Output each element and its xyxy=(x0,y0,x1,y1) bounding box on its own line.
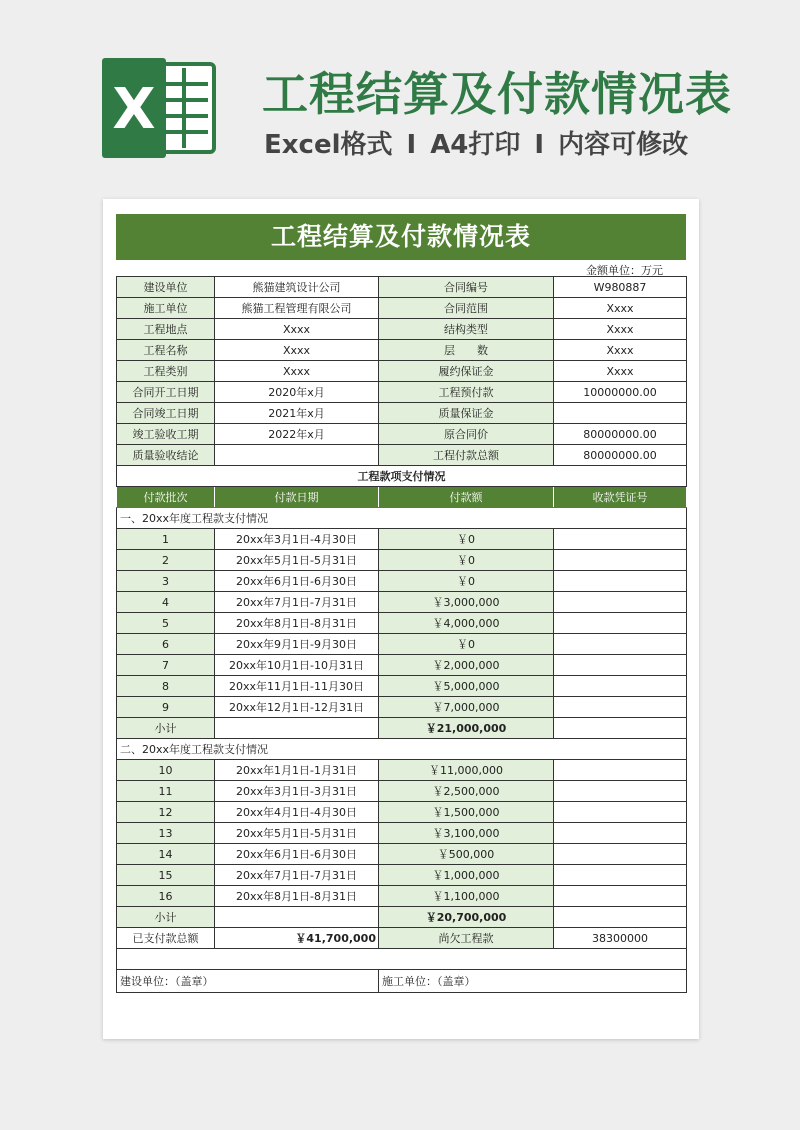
payment-amount: ￥5,000,000 xyxy=(379,676,554,697)
info-row xyxy=(117,319,687,340)
info-value: 2020年x月 xyxy=(215,382,379,403)
payment-date: 20xx年7月1日-7月31日 xyxy=(215,592,379,613)
info-section xyxy=(117,277,687,466)
info-label: 质量验收结论 xyxy=(117,445,215,466)
info-value: 80000000.00 xyxy=(554,424,687,445)
subtotal-value: ￥21,000,000 xyxy=(379,718,554,739)
info-value: 2021年x月 xyxy=(215,403,379,424)
group-title: 二、20xx年度工程款支付情况 xyxy=(117,739,687,760)
subtotal-label: 小计 xyxy=(117,718,215,739)
info-label: 工程地点 xyxy=(117,319,215,340)
info-value: Xxxx xyxy=(215,340,379,361)
payment-date: 20xx年6月1日-6月30日 xyxy=(215,844,379,865)
voucher-number xyxy=(554,550,687,571)
info-label: 施工单位 xyxy=(117,298,215,319)
payment-section-title: 工程款项支付情况 xyxy=(117,466,687,487)
info-label: 合同开工日期 xyxy=(117,382,215,403)
subtotal-voucher xyxy=(554,718,687,739)
subtitle-print: A4打印 xyxy=(430,130,521,160)
owed-value: 38300000 xyxy=(554,928,687,949)
subtitle-editable: 内容可修改 xyxy=(558,130,689,160)
batch-number: 3 xyxy=(117,571,215,592)
column-header-row xyxy=(117,487,687,508)
info-value: Xxxx xyxy=(554,361,687,382)
payment-rows xyxy=(117,508,687,928)
subtitle-separator: I xyxy=(534,130,545,160)
payment-amount: ￥500,000 xyxy=(379,844,554,865)
batch-number: 2 xyxy=(117,550,215,571)
info-label: 工程预付款 xyxy=(379,382,554,403)
spreadsheet-page xyxy=(103,199,699,1039)
payment-row xyxy=(117,634,687,655)
info-value: Xxxx xyxy=(554,298,687,319)
info-row xyxy=(117,403,687,424)
info-label: 建设单位 xyxy=(117,277,215,298)
payment-row xyxy=(117,844,687,865)
info-row xyxy=(117,298,687,319)
batch-number: 12 xyxy=(117,802,215,823)
info-label: 工程名称 xyxy=(117,340,215,361)
payment-date: 20xx年6月1日-6月30日 xyxy=(215,571,379,592)
summary-section xyxy=(117,928,687,993)
voucher-number xyxy=(554,823,687,844)
amount-unit: 金额单位：万元 xyxy=(586,264,663,277)
info-row xyxy=(117,424,687,445)
voucher-number xyxy=(554,676,687,697)
payment-amount: ￥2,500,000 xyxy=(379,781,554,802)
info-label: 履约保证金 xyxy=(379,361,554,382)
payment-date: 20xx年12月1日-12月31日 xyxy=(215,697,379,718)
info-value: 10000000.00 xyxy=(554,382,687,403)
subtotal-voucher xyxy=(554,907,687,928)
payment-amount: ￥1,100,000 xyxy=(379,886,554,907)
batch-number: 9 xyxy=(117,697,215,718)
payment-row xyxy=(117,865,687,886)
info-label: 质量保证金 xyxy=(379,403,554,424)
batch-number: 7 xyxy=(117,655,215,676)
payment-row xyxy=(117,676,687,697)
batch-number: 5 xyxy=(117,613,215,634)
payment-amount: ￥4,000,000 xyxy=(379,613,554,634)
payment-date: 20xx年4月1日-4月30日 xyxy=(215,802,379,823)
group-title: 一、20xx年度工程款支付情况 xyxy=(117,508,687,529)
payment-amount: ￥0 xyxy=(379,634,554,655)
payment-date: 20xx年8月1日-8月31日 xyxy=(215,886,379,907)
payment-amount: ￥0 xyxy=(379,571,554,592)
info-label: 原合同价 xyxy=(379,424,554,445)
subtotal-row xyxy=(117,718,687,739)
contractor-signature: 施工单位：（盖章） xyxy=(379,970,687,993)
info-value: W980887 xyxy=(554,277,687,298)
paid-total-label: 已支付款总额 xyxy=(117,928,215,949)
voucher-number xyxy=(554,529,687,550)
sheet-title: 工程结算及付款情况表 xyxy=(116,214,686,260)
payment-amount: ￥1,000,000 xyxy=(379,865,554,886)
info-label: 竣工验收工期 xyxy=(117,424,215,445)
payment-date: 20xx年8月1日-8月31日 xyxy=(215,613,379,634)
payment-amount: ￥0 xyxy=(379,550,554,571)
voucher-number xyxy=(554,760,687,781)
owed-label: 尚欠工程款 xyxy=(379,928,554,949)
payment-date: 20xx年7月1日-7月31日 xyxy=(215,865,379,886)
info-label: 工程付款总额 xyxy=(379,445,554,466)
column-header: 收款凭证号 xyxy=(554,487,687,508)
batch-number: 4 xyxy=(117,592,215,613)
blank-row xyxy=(117,949,687,970)
batch-number: 1 xyxy=(117,529,215,550)
payment-section xyxy=(117,466,687,508)
info-label: 合同范围 xyxy=(379,298,554,319)
info-value: 80000000.00 xyxy=(554,445,687,466)
info-value: Xxxx xyxy=(554,340,687,361)
payment-date: 20xx年10月1日-10月31日 xyxy=(215,655,379,676)
payment-date: 20xx年3月1日-4月30日 xyxy=(215,529,379,550)
voucher-number xyxy=(554,781,687,802)
payment-row xyxy=(117,613,687,634)
payment-date: 20xx年9月1日-9月30日 xyxy=(215,634,379,655)
payment-row xyxy=(117,550,687,571)
signature-row xyxy=(117,970,687,993)
payment-row xyxy=(117,655,687,676)
group-title-row xyxy=(117,508,687,529)
info-value: 2022年x月 xyxy=(215,424,379,445)
settlement-table xyxy=(116,276,687,993)
payment-amount: ￥1,500,000 xyxy=(379,802,554,823)
excel-logo-icon xyxy=(100,58,218,158)
info-label: 工程类别 xyxy=(117,361,215,382)
info-label: 合同竣工日期 xyxy=(117,403,215,424)
payment-row xyxy=(117,592,687,613)
group-title-row xyxy=(117,739,687,760)
payment-amount: ￥7,000,000 xyxy=(379,697,554,718)
info-value: 熊猫建筑设计公司 xyxy=(215,277,379,298)
info-row xyxy=(117,340,687,361)
info-row xyxy=(117,361,687,382)
page-title: 工程结算及付款情况表 xyxy=(262,67,732,121)
info-value: Xxxx xyxy=(554,319,687,340)
payment-amount: ￥11,000,000 xyxy=(379,760,554,781)
payment-date: 20xx年11月1日-11月30日 xyxy=(215,676,379,697)
voucher-number xyxy=(554,697,687,718)
batch-number: 6 xyxy=(117,634,215,655)
voucher-number xyxy=(554,655,687,676)
paid-total-value: ￥41,700,000 xyxy=(215,928,379,949)
payment-row xyxy=(117,571,687,592)
payment-row xyxy=(117,760,687,781)
voucher-number xyxy=(554,571,687,592)
payment-row xyxy=(117,823,687,844)
payment-row xyxy=(117,886,687,907)
logo-letter: X xyxy=(112,77,156,142)
column-header: 付款日期 xyxy=(215,487,379,508)
payment-row xyxy=(117,697,687,718)
info-value: 熊猫工程管理有限公司 xyxy=(215,298,379,319)
batch-number: 11 xyxy=(117,781,215,802)
info-value xyxy=(215,445,379,466)
info-row xyxy=(117,277,687,298)
batch-number: 13 xyxy=(117,823,215,844)
voucher-number xyxy=(554,886,687,907)
header xyxy=(0,0,800,190)
payment-amount: ￥3,100,000 xyxy=(379,823,554,844)
subtotal-value: ￥20,700,000 xyxy=(379,907,554,928)
info-label: 结构类型 xyxy=(379,319,554,340)
voucher-number xyxy=(554,592,687,613)
column-header: 付款批次 xyxy=(117,487,215,508)
subtitle-format: Excel格式 xyxy=(264,130,393,160)
subtotal-blank xyxy=(215,907,379,928)
payment-row xyxy=(117,529,687,550)
client-signature: 建设单位：（盖章） xyxy=(117,970,379,993)
batch-number: 10 xyxy=(117,760,215,781)
info-row xyxy=(117,445,687,466)
voucher-number xyxy=(554,634,687,655)
subtitle-separator: I xyxy=(406,130,417,160)
payment-amount: ￥2,000,000 xyxy=(379,655,554,676)
payment-date: 20xx年5月1日-5月31日 xyxy=(215,550,379,571)
subtitle xyxy=(264,124,688,161)
info-value: Xxxx xyxy=(215,319,379,340)
payment-date: 20xx年1月1日-1月31日 xyxy=(215,760,379,781)
summary-row xyxy=(117,928,687,949)
payment-row xyxy=(117,781,687,802)
info-label: 合同编号 xyxy=(379,277,554,298)
batch-number: 14 xyxy=(117,844,215,865)
payment-amount: ￥3,000,000 xyxy=(379,592,554,613)
subtotal-label: 小计 xyxy=(117,907,215,928)
voucher-number xyxy=(554,802,687,823)
payment-row xyxy=(117,802,687,823)
info-value xyxy=(554,403,687,424)
info-row xyxy=(117,382,687,403)
batch-number: 15 xyxy=(117,865,215,886)
voucher-number xyxy=(554,613,687,634)
payment-amount: ￥0 xyxy=(379,529,554,550)
column-header: 付款额 xyxy=(379,487,554,508)
payment-date: 20xx年3月1日-3月31日 xyxy=(215,781,379,802)
batch-number: 16 xyxy=(117,886,215,907)
info-value: Xxxx xyxy=(215,361,379,382)
batch-number: 8 xyxy=(117,676,215,697)
blank-cell xyxy=(117,949,687,970)
subtotal-blank xyxy=(215,718,379,739)
info-label: 层 数 xyxy=(379,340,554,361)
voucher-number xyxy=(554,844,687,865)
payment-date: 20xx年5月1日-5月31日 xyxy=(215,823,379,844)
voucher-number xyxy=(554,865,687,886)
subtotal-row xyxy=(117,907,687,928)
